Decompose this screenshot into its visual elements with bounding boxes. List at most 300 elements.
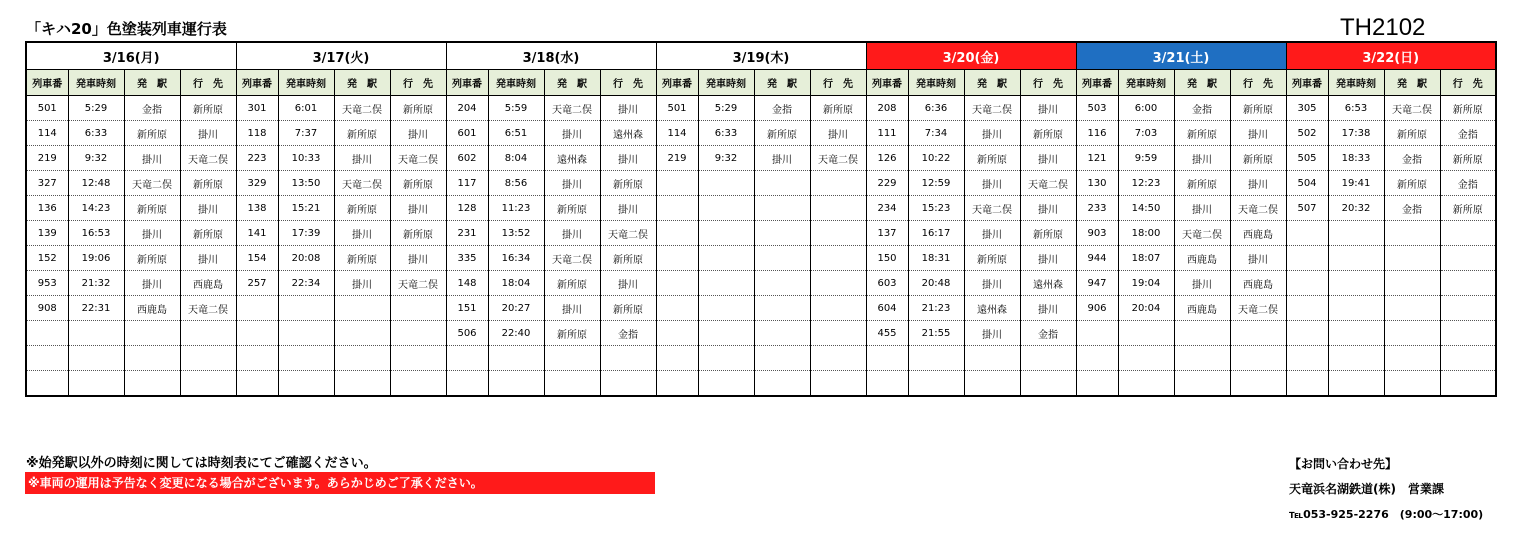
table-cell: 233	[1076, 196, 1118, 221]
table-cell: 12:23	[1118, 171, 1174, 196]
table-cell: 天竜二俣	[964, 196, 1020, 221]
table-cell: 138	[236, 196, 278, 221]
table-cell: 17:38	[1328, 121, 1384, 146]
table-cell: 19:04	[1118, 271, 1174, 296]
table-cell: 遠州森	[964, 296, 1020, 321]
table-cell	[754, 171, 810, 196]
table-cell	[1286, 296, 1328, 321]
table-cell	[1020, 371, 1076, 397]
table-cell	[1328, 321, 1384, 346]
table-cell: 掛川	[600, 96, 656, 121]
table-cell: 金指	[1174, 96, 1230, 121]
table-cell: 455	[866, 321, 908, 346]
table-cell: 22:34	[278, 271, 334, 296]
table-cell: 602	[446, 146, 488, 171]
table-cell: 20:32	[1328, 196, 1384, 221]
table-cell	[390, 371, 446, 397]
table-cell: 20:27	[488, 296, 544, 321]
table-cell: 金指	[124, 96, 180, 121]
table-cell: 掛川	[334, 221, 390, 246]
table-cell	[810, 296, 866, 321]
table-cell: 601	[446, 121, 488, 146]
table-cell	[698, 246, 754, 271]
table-cell	[810, 371, 866, 397]
table-cell: 新所原	[1174, 121, 1230, 146]
table-cell: 507	[1286, 196, 1328, 221]
table-cell: 121	[1076, 146, 1118, 171]
table-cell: 16:53	[68, 221, 124, 246]
column-header: 列車番	[656, 70, 698, 96]
table-cell	[1076, 371, 1118, 397]
table-cell: 掛川	[964, 271, 1020, 296]
table-cell: 掛川	[1020, 146, 1076, 171]
column-header: 列車番	[1076, 70, 1118, 96]
table-cell: 天竜二俣	[180, 146, 236, 171]
table-cell: 新所原	[180, 171, 236, 196]
table-cell	[600, 346, 656, 371]
table-cell: 22:40	[488, 321, 544, 346]
table-cell	[1118, 346, 1174, 371]
table-cell	[908, 371, 964, 397]
table-cell: 152	[26, 246, 68, 271]
table-cell	[964, 346, 1020, 371]
table-cell	[334, 321, 390, 346]
table-cell	[68, 371, 124, 397]
table-cell: 17:39	[278, 221, 334, 246]
table-cell: 501	[656, 96, 698, 121]
table-cell	[334, 346, 390, 371]
table-cell: 327	[26, 171, 68, 196]
table-cell	[698, 321, 754, 346]
table-cell	[446, 346, 488, 371]
table-cell: 掛川	[124, 271, 180, 296]
table-cell	[68, 321, 124, 346]
table-cell: 天竜二俣	[810, 146, 866, 171]
table-cell	[278, 371, 334, 397]
table-cell: 掛川	[1230, 171, 1286, 196]
table-cell	[334, 371, 390, 397]
table-cell: 掛川	[124, 146, 180, 171]
day-header: 3/19(木)	[656, 42, 866, 70]
table-row	[26, 121, 1496, 146]
table-cell	[1286, 246, 1328, 271]
table-cell: 新所原	[754, 121, 810, 146]
table-cell: 6:33	[68, 121, 124, 146]
table-cell: 新所原	[964, 146, 1020, 171]
note-timetable-check: ※始発駅以外の時刻に関しては時刻表にてご確認ください。	[26, 456, 377, 471]
table-cell: 18:00	[1118, 221, 1174, 246]
table-cell: 9:59	[1118, 146, 1174, 171]
table-cell: 14:50	[1118, 196, 1174, 221]
table-row	[26, 271, 1496, 296]
table-cell: 5:29	[698, 96, 754, 121]
contact-heading: 【お問い合わせ先】	[1289, 457, 1398, 471]
table-cell	[26, 346, 68, 371]
table-cell: 136	[26, 196, 68, 221]
table-cell: 15:23	[908, 196, 964, 221]
table-cell: 141	[236, 221, 278, 246]
table-cell	[488, 346, 544, 371]
table-cell: 903	[1076, 221, 1118, 246]
table-row	[26, 346, 1496, 371]
table-cell: 6:36	[908, 96, 964, 121]
column-header: 行 先	[810, 70, 866, 96]
table-cell: 944	[1076, 246, 1118, 271]
timetable	[25, 41, 1497, 397]
column-header: 行 先	[600, 70, 656, 96]
day-header: 3/21(土)	[1076, 42, 1286, 70]
table-cell: 天竜二俣	[1230, 296, 1286, 321]
table-cell: 16:17	[908, 221, 964, 246]
table-cell	[446, 371, 488, 397]
table-cell: 金指	[1384, 146, 1440, 171]
table-cell	[1384, 246, 1440, 271]
table-cell: 229	[866, 171, 908, 196]
table-cell: 金指	[754, 96, 810, 121]
table-cell: 506	[446, 321, 488, 346]
column-header: 発 駅	[544, 70, 600, 96]
table-cell	[810, 171, 866, 196]
column-header: 発 駅	[754, 70, 810, 96]
table-cell: 天竜二俣	[1384, 96, 1440, 121]
table-cell: 掛川	[810, 121, 866, 146]
table-cell: 148	[446, 271, 488, 296]
table-cell: 111	[866, 121, 908, 146]
table-cell: 137	[866, 221, 908, 246]
table-cell: 19:41	[1328, 171, 1384, 196]
table-cell	[1328, 296, 1384, 321]
table-cell: 7:34	[908, 121, 964, 146]
table-cell: 13:50	[278, 171, 334, 196]
table-cell	[1328, 271, 1384, 296]
table-cell: 15:21	[278, 196, 334, 221]
table-cell: 新所原	[1440, 196, 1496, 221]
table-cell	[698, 271, 754, 296]
column-header: 発 駅	[334, 70, 390, 96]
table-cell: 150	[866, 246, 908, 271]
table-cell: 6:53	[1328, 96, 1384, 121]
table-cell: 新所原	[1384, 121, 1440, 146]
table-cell: 金指	[1440, 121, 1496, 146]
table-cell	[1440, 246, 1496, 271]
table-cell: 18:33	[1328, 146, 1384, 171]
table-cell: 掛川	[180, 121, 236, 146]
table-cell	[278, 321, 334, 346]
table-row	[26, 371, 1496, 397]
table-cell	[124, 346, 180, 371]
table-cell	[180, 371, 236, 397]
table-cell: 234	[866, 196, 908, 221]
table-cell	[278, 296, 334, 321]
column-header: 行 先	[1230, 70, 1286, 96]
table-cell: 掛川	[544, 296, 600, 321]
column-header: 発車時刻	[278, 70, 334, 96]
table-cell	[1440, 321, 1496, 346]
column-header: 発車時刻	[488, 70, 544, 96]
table-cell: 7:37	[278, 121, 334, 146]
table-cell: 5:59	[488, 96, 544, 121]
day-header: 3/16(月)	[26, 42, 236, 70]
table-cell: 603	[866, 271, 908, 296]
table-cell: 新所原	[1440, 96, 1496, 121]
table-cell: 掛川	[180, 196, 236, 221]
table-cell: 329	[236, 171, 278, 196]
table-cell	[656, 346, 698, 371]
table-cell: 天竜二俣	[180, 296, 236, 321]
table-cell: 114	[656, 121, 698, 146]
table-cell: 18:31	[908, 246, 964, 271]
table-cell: 掛川	[1020, 196, 1076, 221]
table-cell	[698, 196, 754, 221]
table-cell	[1230, 371, 1286, 397]
column-header: 発車時刻	[698, 70, 754, 96]
table-cell: 新所原	[544, 271, 600, 296]
table-cell: 新所原	[964, 246, 1020, 271]
table-cell: 505	[1286, 146, 1328, 171]
table-cell: 掛川	[544, 171, 600, 196]
column-header-row	[26, 70, 1496, 96]
table-cell	[754, 221, 810, 246]
table-cell: 新所原	[334, 246, 390, 271]
table-cell: 301	[236, 96, 278, 121]
table-cell: 12:48	[68, 171, 124, 196]
table-cell: 新所原	[600, 296, 656, 321]
table-cell	[1286, 271, 1328, 296]
table-cell: 21:55	[908, 321, 964, 346]
table-cell	[810, 221, 866, 246]
table-cell: 掛川	[124, 221, 180, 246]
column-header: 列車番	[236, 70, 278, 96]
table-cell	[1328, 221, 1384, 246]
table-cell: 新所原	[810, 96, 866, 121]
table-cell: 天竜二俣	[124, 171, 180, 196]
table-cell	[908, 346, 964, 371]
table-cell: 208	[866, 96, 908, 121]
column-header: 発車時刻	[908, 70, 964, 96]
table-cell: 231	[446, 221, 488, 246]
table-cell	[390, 321, 446, 346]
table-cell	[1440, 371, 1496, 397]
table-cell	[1286, 221, 1328, 246]
table-cell	[180, 321, 236, 346]
table-cell	[544, 346, 600, 371]
table-cell	[390, 296, 446, 321]
table-cell: 新所原	[1230, 96, 1286, 121]
table-cell: 新所原	[1020, 121, 1076, 146]
table-cell: 223	[236, 146, 278, 171]
column-header: 発 駅	[124, 70, 180, 96]
table-cell: 151	[446, 296, 488, 321]
table-cell: 新所原	[1020, 221, 1076, 246]
table-row	[26, 246, 1496, 271]
table-cell: 西鹿島	[1230, 271, 1286, 296]
table-cell	[1384, 371, 1440, 397]
table-cell: 遠州森	[1020, 271, 1076, 296]
table-cell	[866, 371, 908, 397]
table-row	[26, 221, 1496, 246]
table-cell: 金指	[1020, 321, 1076, 346]
table-cell: 西鹿島	[1174, 246, 1230, 271]
table-cell: 新所原	[1440, 146, 1496, 171]
table-cell: 新所原	[1384, 171, 1440, 196]
table-cell: 掛川	[1174, 196, 1230, 221]
table-cell	[278, 346, 334, 371]
table-cell	[1384, 221, 1440, 246]
table-cell: 天竜二俣	[334, 171, 390, 196]
table-cell	[1230, 346, 1286, 371]
column-header: 行 先	[1440, 70, 1496, 96]
table-cell	[1174, 346, 1230, 371]
table-cell	[810, 271, 866, 296]
table-cell	[1230, 321, 1286, 346]
table-row	[26, 171, 1496, 196]
table-cell	[1286, 321, 1328, 346]
table-cell: 12:59	[908, 171, 964, 196]
table-cell	[1328, 246, 1384, 271]
table-cell	[656, 246, 698, 271]
table-cell: 20:04	[1118, 296, 1174, 321]
table-cell	[754, 346, 810, 371]
table-cell: 金指	[1384, 196, 1440, 221]
table-cell: 新所原	[334, 196, 390, 221]
table-cell	[656, 171, 698, 196]
column-header: 行 先	[390, 70, 446, 96]
table-cell: 504	[1286, 171, 1328, 196]
column-header: 列車番	[26, 70, 68, 96]
table-cell: 154	[236, 246, 278, 271]
table-cell: 天竜二俣	[1230, 196, 1286, 221]
table-cell: 116	[1076, 121, 1118, 146]
table-cell	[1076, 346, 1118, 371]
table-cell	[236, 346, 278, 371]
table-cell	[600, 371, 656, 397]
table-cell: 9:32	[698, 146, 754, 171]
table-cell: 11:23	[488, 196, 544, 221]
table-cell: 502	[1286, 121, 1328, 146]
table-cell: 新所原	[180, 96, 236, 121]
table-cell: 掛川	[600, 146, 656, 171]
table-cell	[754, 196, 810, 221]
table-cell	[656, 371, 698, 397]
table-cell: 掛川	[544, 221, 600, 246]
table-cell	[488, 371, 544, 397]
table-cell	[656, 271, 698, 296]
note-operation-change: ※車両の運用は予告なく変更になる場合がございます。あらかじめご了承ください。	[25, 472, 655, 494]
table-cell: 新所原	[390, 221, 446, 246]
table-cell: 新所原	[600, 171, 656, 196]
table-cell: 新所原	[124, 246, 180, 271]
table-cell: 6:51	[488, 121, 544, 146]
table-cell: 新所原	[1230, 146, 1286, 171]
table-cell: 20:08	[278, 246, 334, 271]
page-title: 「キハ20」色塗装列車運行表	[26, 20, 227, 38]
table-cell: 掛川	[390, 121, 446, 146]
table-cell: 掛川	[1174, 271, 1230, 296]
column-header: 発車時刻	[68, 70, 124, 96]
table-cell	[1384, 321, 1440, 346]
table-cell: 掛川	[390, 246, 446, 271]
table-cell: 天竜二俣	[600, 221, 656, 246]
table-row	[26, 146, 1496, 171]
table-cell: 21:23	[908, 296, 964, 321]
table-cell	[656, 296, 698, 321]
table-cell	[698, 171, 754, 196]
table-cell	[698, 296, 754, 321]
table-cell	[1020, 346, 1076, 371]
table-cell: 掛川	[1020, 246, 1076, 271]
table-cell: 掛川	[964, 171, 1020, 196]
table-cell: 219	[656, 146, 698, 171]
table-cell	[236, 321, 278, 346]
table-cell: 501	[26, 96, 68, 121]
table-row	[26, 96, 1496, 121]
table-cell: 118	[236, 121, 278, 146]
table-cell: 126	[866, 146, 908, 171]
table-cell	[810, 321, 866, 346]
contact-company: 天竜浜名湖鉄道(株) 営業課	[1289, 482, 1444, 496]
table-cell	[26, 371, 68, 397]
table-cell: 335	[446, 246, 488, 271]
table-cell: 5:29	[68, 96, 124, 121]
table-cell: 新所原	[390, 171, 446, 196]
table-cell: 6:33	[698, 121, 754, 146]
table-cell	[754, 321, 810, 346]
table-cell	[390, 346, 446, 371]
table-cell: 6:01	[278, 96, 334, 121]
table-cell: 219	[26, 146, 68, 171]
table-cell: 新所原	[1174, 171, 1230, 196]
table-cell	[236, 296, 278, 321]
table-cell	[1328, 346, 1384, 371]
table-cell: 掛川	[600, 271, 656, 296]
column-header: 発 駅	[964, 70, 1020, 96]
table-cell: 新所原	[544, 196, 600, 221]
table-cell: 20:48	[908, 271, 964, 296]
table-cell: 22:31	[68, 296, 124, 321]
table-cell: 新所原	[180, 221, 236, 246]
table-cell	[810, 346, 866, 371]
table-cell: 掛川	[334, 146, 390, 171]
table-cell	[68, 346, 124, 371]
day-header: 3/22(日)	[1286, 42, 1496, 70]
column-header: 列車番	[1286, 70, 1328, 96]
table-cell: 953	[26, 271, 68, 296]
day-header: 3/18(水)	[446, 42, 656, 70]
table-cell: 金指	[600, 321, 656, 346]
table-cell	[754, 371, 810, 397]
table-cell: 6:00	[1118, 96, 1174, 121]
table-cell	[334, 296, 390, 321]
table-cell: 掛川	[1020, 296, 1076, 321]
table-cell	[180, 346, 236, 371]
document-code: TH2102	[1340, 14, 1426, 41]
table-cell: 257	[236, 271, 278, 296]
table-cell: 10:33	[278, 146, 334, 171]
table-cell: 18:04	[488, 271, 544, 296]
table-cell	[1440, 271, 1496, 296]
table-cell	[124, 321, 180, 346]
table-cell: 西鹿島	[124, 296, 180, 321]
table-cell	[544, 371, 600, 397]
table-cell: 天竜二俣	[390, 271, 446, 296]
table-cell: 掛川	[600, 196, 656, 221]
table-cell: 14:23	[68, 196, 124, 221]
table-cell: 7:03	[1118, 121, 1174, 146]
table-cell: 130	[1076, 171, 1118, 196]
table-cell	[964, 371, 1020, 397]
table-cell: 掛川	[390, 196, 446, 221]
column-header: 行 先	[1020, 70, 1076, 96]
